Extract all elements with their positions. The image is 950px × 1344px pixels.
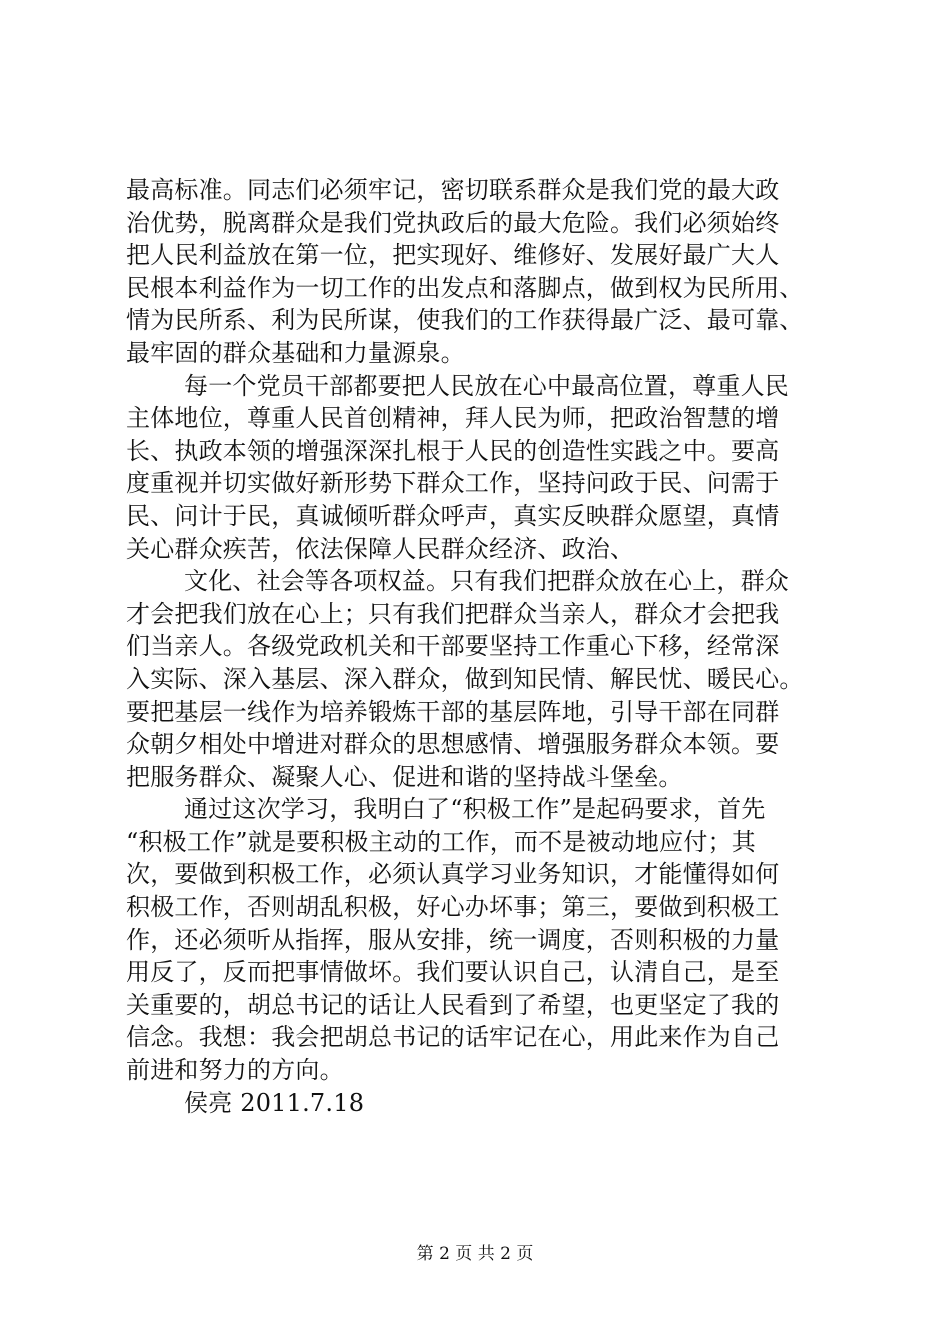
paragraph-line: 众朝夕相处中增进对群众的思想感情、增强服务群众本领。要 <box>126 730 780 759</box>
paragraph-line: 前进和努力的方向。 <box>126 1056 344 1085</box>
paragraph-line: 把人民利益放在第一位，把实现好、维修好、发展好最广大人 <box>126 241 780 270</box>
paragraph-line: 治优势，脱离群众是我们党执政后的最大危险。我们必须始终 <box>126 208 780 237</box>
paragraph-first-line: 每一个党员干部都要把人民放在心中最高位置，尊重人民 <box>184 371 789 400</box>
page-number-label: 第 2 页 共 2 页 <box>416 1244 534 1264</box>
paragraph-line: 把服务群众、凝聚人心、促进和谐的坚持战斗堡垒。 <box>126 762 683 791</box>
paragraph-line: 度重视并切实做好新形势下群众工作，坚持问政于民、问需于 <box>126 469 780 498</box>
document-body <box>126 174 856 1119</box>
paragraph-line: 主体地位，尊重人民首创精神，拜人民为师，把政治智慧的增 <box>126 404 780 433</box>
paragraph-line: 最牢固的群众基础和力量源泉。 <box>126 338 465 367</box>
paragraph-line: 作，还必须听从指挥，服从安排，统一调度，否则积极的力量 <box>126 925 780 954</box>
paragraph-line: 要把基层一线作为培养锻炼干部的基层阵地，引导干部在同群 <box>126 697 780 726</box>
paragraph-first-line: 文化、社会等各项权益。只有我们把群众放在心上，群众 <box>184 567 789 596</box>
paragraph-line: 用反了，反而把事情做坏。我们要认识自己，认清自己，是至 <box>126 958 780 987</box>
paragraph-line: 民根本利益作为一切工作的出发点和落脚点，做到权为民所用、 <box>126 273 804 302</box>
paragraph-line: 积极工作，否则胡乱积极，好心办坏事；第三，要做到积极工 <box>126 893 780 922</box>
author-signature-line: 侯亮 2011.7.18 <box>184 1088 365 1117</box>
paragraph-line: “积极工作”就是要积极主动的工作，而不是被动地应付；其 <box>126 827 756 856</box>
paragraph-line: 才会把我们放在心上；只有我们把群众当亲人，群众才会把我 <box>126 599 780 628</box>
page-footer <box>0 1243 950 1265</box>
paragraph-line: 们当亲人。各级党政机关和干部要坚持工作重心下移，经常深 <box>126 632 780 661</box>
paragraph-line: 最高标准。同志们必须牢记，密切联系群众是我们党的最大政 <box>126 176 780 204</box>
paragraph-line: 情为民所系、利为民所谋，使我们的工作获得最广泛、最可靠、 <box>126 306 804 335</box>
paragraph-line: 民、问计于民，真诚倾听群众呼声，真实反映群众愿望，真情 <box>126 501 780 530</box>
paragraph-first-line: 通过这次学习，我明白了“积极工作”是起码要求，首先 <box>184 795 766 824</box>
paragraph-line: 关重要的，胡总书记的话让人民看到了希望，也更坚定了我的 <box>126 990 780 1019</box>
paragraph-line: 次，要做到积极工作，必须认真学习业务知识，才能懂得如何 <box>126 860 780 889</box>
paragraph-line: 入实际、深入基层、深入群众，做到知民情、解民忧、暖民心。 <box>126 664 804 693</box>
paragraph-line: 关心群众疾苦，依法保障人民群众经济、政治、 <box>126 534 635 563</box>
paragraph-line: 长、执政本领的增强深深扎根于人民的创造性实践之中。要高 <box>126 436 780 465</box>
paragraph-line: 信念。我想：我会把胡总书记的话牢记在心，用此来作为自己 <box>126 1023 780 1052</box>
